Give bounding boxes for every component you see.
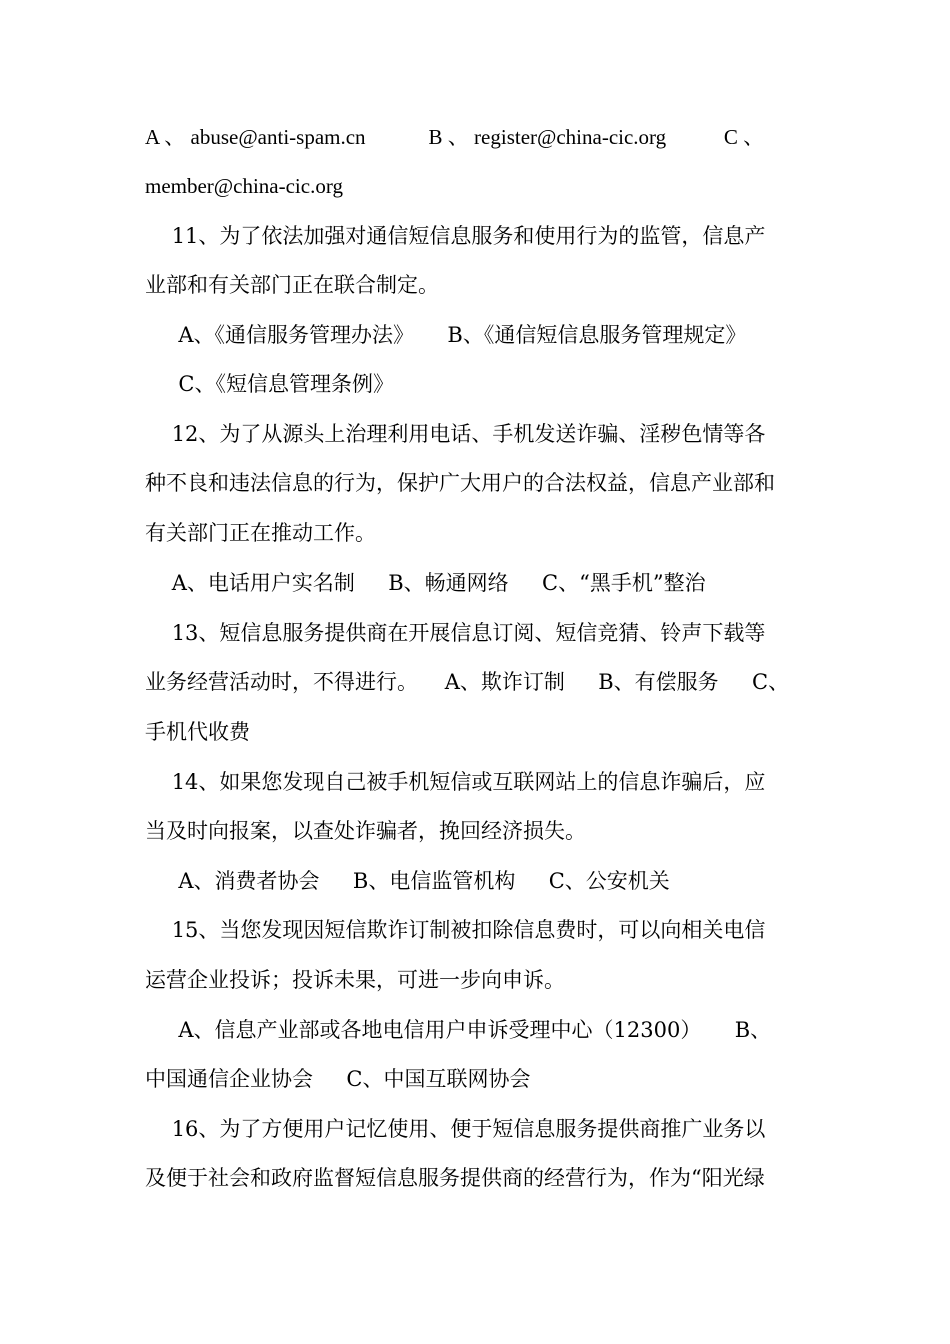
text-line-q10-options: A 、 abuse@anti-spam.cn B 、 register@china-cic.org C 、	[145, 125, 765, 149]
text-line-q12-question: 12、为了从源头上治理利用电话、手机发送诈骗、淫秽色情等各	[145, 422, 766, 446]
text-line-q16-question-cont: 及便于社会和政府监督短信息服务提供商的经营行为，作为“阳光绿	[145, 1166, 765, 1190]
text-line-q13-question-options: 业务经营活动时，不得进行。 A、欺诈订制 B、有偿服务 C、	[145, 670, 790, 694]
text-line-q15-question-cont: 运营企业投诉；投诉未果，可进一步向申诉。	[145, 968, 565, 992]
text-line-q15-options-ab: A、信息产业部或各地电信用户申诉受理中心（12300） B、	[145, 1018, 772, 1042]
text-line-q16-question: 16、为了方便用户记忆使用、便于短信息服务提供商推广业务以	[145, 1117, 766, 1141]
text-line-q12-question-end: 有关部门正在推动工作。	[145, 521, 376, 545]
text-line-q14-question-cont: 当及时向报案，以查处诈骗者，挽回经济损失。	[145, 819, 586, 843]
text-line-q15-options-bc: 中国通信企业协会 C、中国互联网协会	[145, 1067, 531, 1091]
text-line-q11-option-c: C、《短信息管理条例》	[145, 372, 394, 396]
text-line-q14-question: 14、如果您发现自己被手机短信或互联网站上的信息诈骗后，应	[145, 770, 766, 794]
text-line-q14-options: A、消费者协会 B、电信监管机构 C、公安机关	[145, 869, 670, 893]
text-line-q13-question: 13、短信息服务提供商在开展信息订阅、短信竞猜、铃声下载等	[145, 621, 766, 645]
text-line-q11-question-cont: 业部和有关部门正在联合制定。	[145, 273, 439, 297]
text-line-q11-question: 11、为了依法加强对通信短信息服务和使用行为的监管，信息产	[145, 224, 766, 248]
text-line-q12-options: A、电话用户实名制 B、畅通网络 C、“黑手机”整治	[145, 571, 706, 595]
text-line-q11-options-ab: A、《通信服务管理办法》 B、《通信短信息服务管理规定》	[145, 323, 747, 347]
text-line-q12-question-cont: 种不良和违法信息的行为，保护广大用户的合法权益，信息产业部和	[145, 471, 775, 495]
text-line-q15-question: 15、当您发现因短信欺诈订制被扣除信息费时，可以向相关电信	[145, 918, 766, 942]
text-line-q10-option-c: member@china-cic.org	[145, 174, 343, 198]
text-line-q13-option-c: 手机代收费	[145, 720, 250, 744]
